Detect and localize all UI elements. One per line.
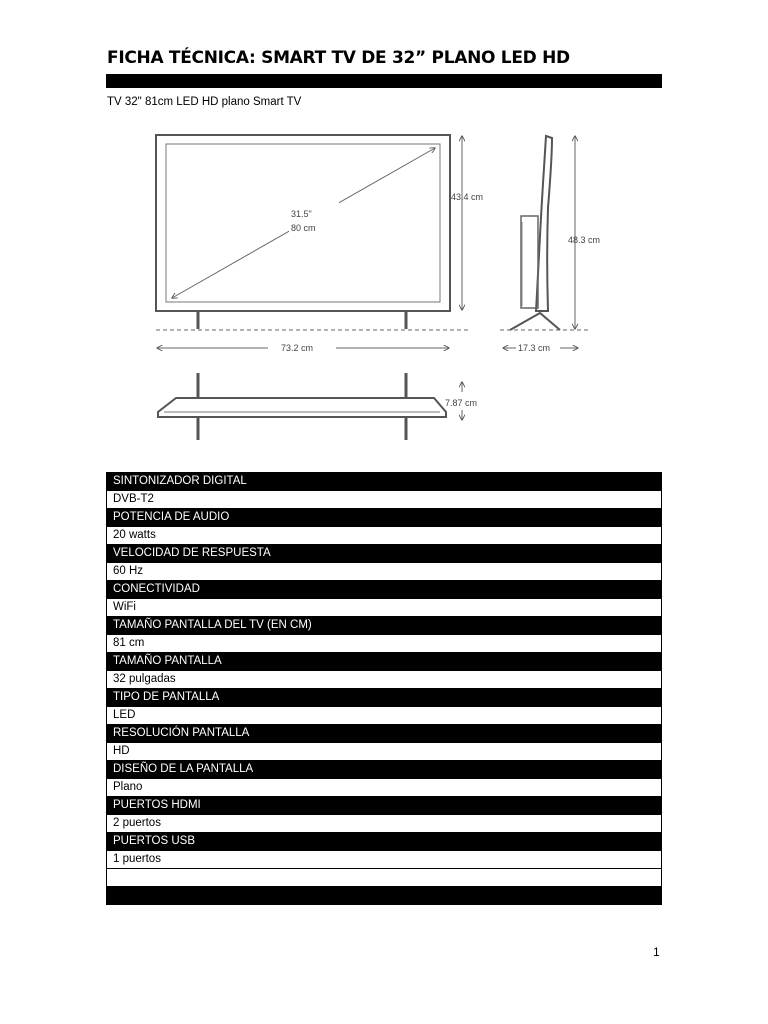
spec-label: TAMAÑO PANTALLA DEL TV (EN CM) [107,617,662,635]
spec-row-label [107,653,662,671]
height-label: 43.4 cm [451,192,484,202]
side-view [500,136,600,353]
spec-value: 1 puertos [107,851,662,869]
diagonal-cm-label: 80 cm [291,223,316,233]
spec-table [106,472,662,905]
spec-row-empty [107,887,662,905]
total-height-label: 48.3 cm [568,235,601,245]
spec-value: LED [107,707,662,725]
page-title: FICHA TÉCNICA: SMART TV DE 32” PLANO LED HD [107,48,570,68]
spec-row-value [107,779,662,797]
spec-value: WiFi [107,599,662,617]
stand-depth-label: 17.3 cm [518,343,551,353]
spec-label: RESOLUCIÓN PANTALLA [107,725,662,743]
spec-label: SINTONIZADOR DIGITAL [107,473,662,491]
spec-empty-cell [107,887,662,905]
spec-row-value [107,491,662,509]
spec-value: 81 cm [107,635,662,653]
spec-empty-cell [107,869,662,887]
spec-row-value [107,743,662,761]
spec-row-label [107,509,662,527]
spec-row-label [107,581,662,599]
spec-value: 32 pulgadas [107,671,662,689]
spec-row-value [107,563,662,581]
spec-row-value [107,671,662,689]
spec-row-label [107,689,662,707]
spec-label: CONECTIVIDAD [107,581,662,599]
product-subtitle: TV 32" 81cm LED HD plano Smart TV [107,96,302,108]
spec-value: 2 puertos [107,815,662,833]
spec-row-label [107,833,662,851]
spec-value: DVB-T2 [107,491,662,509]
spec-row-value [107,527,662,545]
spec-row-value [107,599,662,617]
spec-row-value [107,851,662,869]
spec-row-value [107,635,662,653]
spec-label: PUERTOS USB [107,833,662,851]
spec-value: Plano [107,779,662,797]
spec-row-value [107,707,662,725]
spec-row-value [107,815,662,833]
tv-dimension-diagram [150,128,630,448]
width-label: 73.2 cm [281,343,314,353]
spec-label: TIPO DE PANTALLA [107,689,662,707]
diagonal-inches-label: 31.5" [291,209,312,219]
spec-label: PUERTOS HDMI [107,797,662,815]
spec-label: TAMAÑO PANTALLA [107,653,662,671]
front-view [156,135,483,353]
top-view [158,373,477,440]
page-number: 1 [653,945,660,959]
spec-label: DISEÑO DE LA PANTALLA [107,761,662,779]
spec-label: VELOCIDAD DE RESPUESTA [107,545,662,563]
spec-value: HD [107,743,662,761]
spec-value: 20 watts [107,527,662,545]
spec-row-label [107,545,662,563]
spec-row-label [107,473,662,491]
spec-row-label [107,725,662,743]
spec-row-label [107,617,662,635]
spec-row-label [107,761,662,779]
spec-row-empty [107,869,662,887]
thickness-label: 7.87 cm [445,398,478,408]
spec-row-label [107,797,662,815]
title-divider-bar [106,74,662,88]
spec-label: POTENCIA DE AUDIO [107,509,662,527]
spec-value: 60 Hz [107,563,662,581]
